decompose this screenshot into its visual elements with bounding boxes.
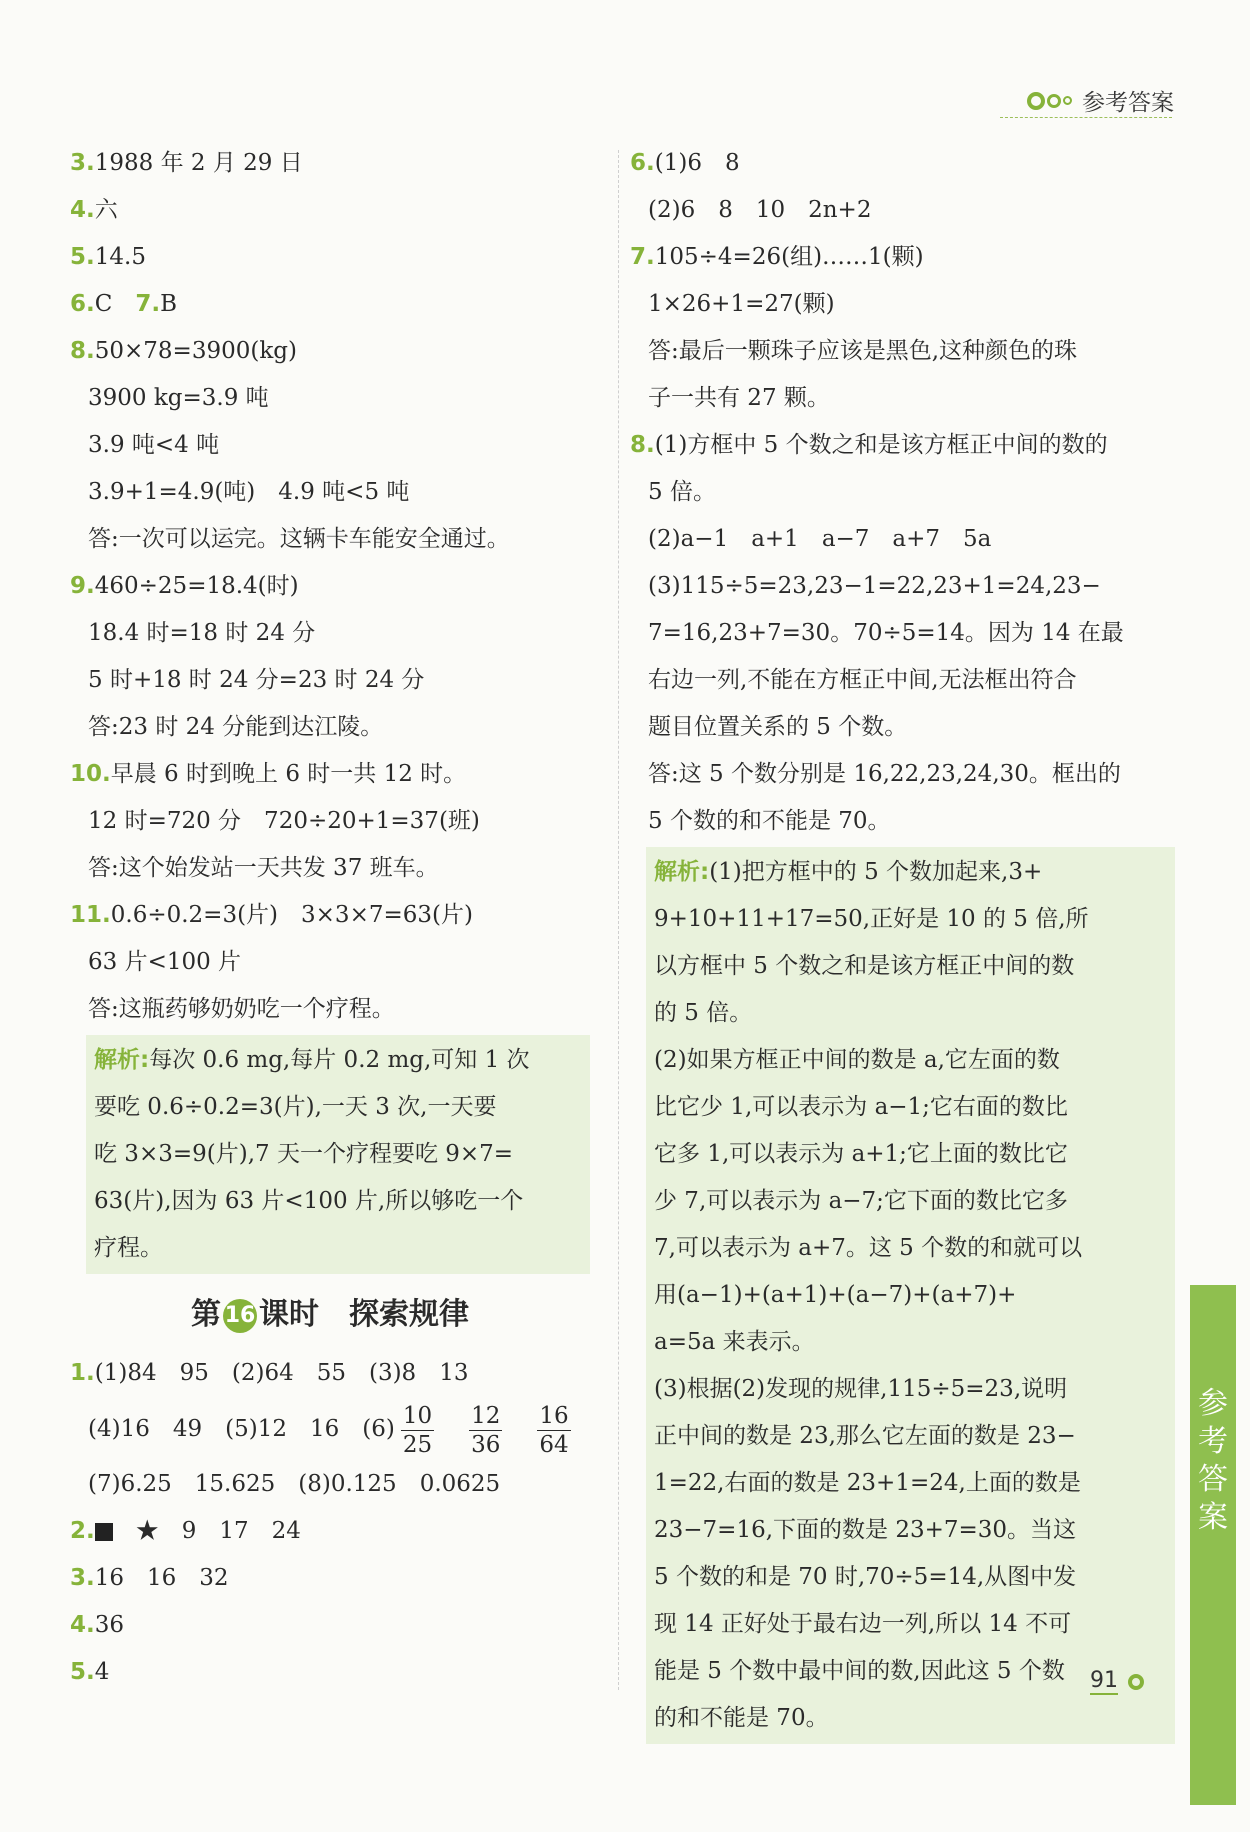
analysis-line: 比它少 1,可以表示为 a−1;它右面的数比 [654,1094,1068,1120]
exercise-1: 1.(1)84 95 (2)64 55 (3)8 13 [70,1360,469,1386]
analysis-line: 23−7=16,下面的数是 23+7=30。当这 [654,1517,1077,1543]
header-rule [1000,117,1172,118]
column-divider [618,150,619,1690]
answer-9: 9.460÷25=18.4(时) [70,573,299,599]
answer-8-line: (3)115÷5=23,23−1=22,23+1=24,23− [648,573,1101,599]
section-title: 第 16 课时 探索规律 [191,1297,469,1332]
answer-8-line: 7=16,23+7=30。70÷5=14。因为 14 在最 [648,620,1124,646]
logo-circles-icon [1027,92,1072,110]
lesson-number-badge: 16 [223,1299,257,1333]
answer-9-line: 18.4 时=18 时 24 分 [88,620,316,646]
answer-8-line: 3900 kg=3.9 吨 [88,385,269,411]
exercise-5: 5.4 [70,1659,110,1685]
answer-8-line: 答:一次可以运完。这辆卡车能安全通过。 [88,526,510,552]
answer-6-line: (2)6 8 10 2n+2 [648,197,872,223]
answer-8-line: 右边一列,不能在方框正中间,无法框出符合 [648,667,1077,693]
analysis-line: a=5a 来表示。 [654,1329,815,1355]
answer-7-line: 答:最后一颗珠子应该是黑色,这种颜色的珠 [648,338,1078,364]
answer-3: 3.1988 年 2 月 29 日 [70,150,303,176]
header-title: 参考答案 [1082,90,1174,116]
analysis-line: 疗程。 [94,1235,163,1261]
exercise-2: 2. ★ 9 17 24 [70,1518,301,1544]
left-column [70,140,590,1696]
analysis-line: 能是 5 个数中最中间的数,因此这 5 个数 [654,1658,1065,1684]
answer-9-line: 5 时+18 时 24 分=23 时 24 分 [88,667,425,693]
analysis-line: 正中间的数是 23,那么它左面的数是 23− [654,1423,1076,1449]
analysis-line: 5 个数的和是 70 时,70÷5=14,从图中发 [654,1564,1077,1590]
exercise-1-line: (4)16 49 (5)12 16 (6) $\frac{10}{25}$ $\frac{12}{36}$ $\frac{16}{64}$ [88,1402,569,1458]
answer-5: 5.14.5 [70,244,146,270]
analysis-line: (2)如果方框正中间的数是 a,它左面的数 [654,1047,1060,1073]
answer-7: 7.105÷4=26(组)……1(颗) [630,244,924,270]
analysis-line: (3)根据(2)发现的规律,115÷5=23,说明 [654,1376,1068,1402]
analysis-box: 解析:每次 0.6 mg,每片 0.2 mg,可知 1 次 要吃 0.6÷0.2=3(片),一天 3 次,一天要 吃 3×3=9(片),7 天一个疗程要吃 9×7= 63(片),因为 63 片<100 片,所以够吃一个 疗程。 [86,1035,590,1274]
side-tab-label: 参考答案 [1198,1386,1228,1535]
answer-8-line: 题目位置关系的 5 个数。 [648,714,908,740]
analysis-label: 解析: [654,859,710,885]
circle-icon [1128,1674,1144,1690]
answer-9-line: 答:23 时 24 分能到达江陵。 [88,714,384,740]
analysis-line: 它多 1,可以表示为 a+1;它上面的数比它 [654,1141,1068,1167]
analysis-line: 用(a−1)+(a+1)+(a−7)+(a+7)+ [654,1282,1017,1308]
star-icon: ★ [135,1518,159,1544]
page-footer [1090,1668,1144,1695]
fraction: $\frac{10}{25}$ [402,1402,433,1458]
side-tab [1190,1285,1236,1805]
fraction: $\frac{16}{64}$ [539,1402,569,1458]
answer-8-line: 5 个数的和不能是 70。 [648,808,891,834]
answer-8-line: 3.9+1=4.9(吨) 4.9 吨<5 吨 [88,479,410,505]
answer-8-line: 3.9 吨<4 吨 [88,432,220,458]
analysis-line: 7,可以表示为 a+7。这 5 个数的和就可以 [654,1235,1083,1261]
analysis-line: 少 7,可以表示为 a−7;它下面的数比它多 [654,1188,1068,1214]
right-column [630,140,1175,1750]
exercise-3: 3.16 16 32 [70,1565,229,1591]
answer-8-line: 答:这 5 个数分别是 16,22,23,24,30。框出的 [648,761,1121,787]
answer-10-line: 答:这个始发站一天共发 37 班车。 [88,855,439,881]
analysis-line: 63(片),因为 63 片<100 片,所以够吃一个 [94,1188,524,1214]
analysis-line: 的 5 倍。 [654,1000,753,1026]
analysis-label: 解析: [94,1047,150,1073]
answer-7-line: 1×26+1=27(颗) [648,291,835,317]
exercise-1-line: (7)6.25 15.625 (8)0.125 0.0625 [88,1471,501,1497]
analysis-line: 要吃 0.6÷0.2=3(片),一天 3 次,一天要 [94,1094,497,1120]
answer-4: 4.六 [70,197,118,223]
analysis-line: 的和不能是 70。 [654,1705,829,1731]
answer-10: 10.早晨 6 时到晚上 6 时一共 12 时。 [70,761,467,787]
black-square-icon [95,1523,113,1541]
fraction: $\frac{12}{36}$ [471,1402,501,1458]
analysis-line: 以方框中 5 个数之和是该方框正中间的数 [654,953,1075,979]
answer-6: 6.(1)6 8 [630,150,740,176]
answer-8: 8.50×78=3900(kg) [70,338,297,364]
analysis-box: 解析:(1)把方框中的 5 个数加起来,3+ 9+10+11+17=50,正好是 10 的 5 倍,所 以方框中 5 个数之和是该方框正中间的数 的 5 倍。 (2)如果方框正中间的数是 a,它左面的数 比它少 1,可以表示为 a−1;它右面的数比 它多 1,可以表示为 a+1;它上面的数比它 少 7,可以表示为 a−7;它下面的数比它多 7,可以表示为 a+7。这 5 个数的和就可以 用(a−1)+(a+1)+(a−7)+(a+7)+ a=5a 来表示。 (3)根据(2)发现的规律,115÷5=23,说明 正中间的数是 23,那么它左面的数是 23− 1=22,右面的数是 23+1=24,上面的数是 23−7=16,下面的数是 23+7=30。当这 5 个数的和是 70 时,70÷5=14,从图中发 现 14 正好处于最右边一列,所以 14 不可 能是 5 个数中最中间的数,因此这 5 个数 的和不能是 70。 [646,847,1175,1744]
analysis-line: 9+10+11+17=50,正好是 10 的 5 倍,所 [654,906,1089,932]
answer-6-7: 6.C 7.B [70,291,178,317]
answer-8-line: 5 倍。 [648,479,716,505]
analysis-line: 现 14 正好处于最右边一列,所以 14 不可 [654,1611,1072,1637]
answer-8: 8.(1)方框中 5 个数之和是该方框正中间的数的 [630,432,1108,458]
exercise-4: 4.36 [70,1612,125,1638]
answer-11: 11.0.6÷0.2=3(片) 3×3×7=63(片) [70,902,473,928]
answer-7-line: 子一共有 27 颗。 [648,385,830,411]
answer-8-line: (2)a−1 a+1 a−7 a+7 5a [648,526,992,552]
answer-11-line: 63 片<100 片 [88,949,242,975]
page-number: 91 [1090,1668,1118,1693]
analysis-line: 吃 3×3=9(片),7 天一个疗程要吃 9×7= [94,1141,514,1167]
answer-10-line: 12 时=720 分 720÷20+1=37(班) [88,808,480,834]
page-header [1027,84,1174,117]
analysis-line: 1=22,右面的数是 23+1=24,上面的数是 [654,1470,1081,1496]
answer-11-line: 答:这瓶药够奶奶吃一个疗程。 [88,996,395,1022]
